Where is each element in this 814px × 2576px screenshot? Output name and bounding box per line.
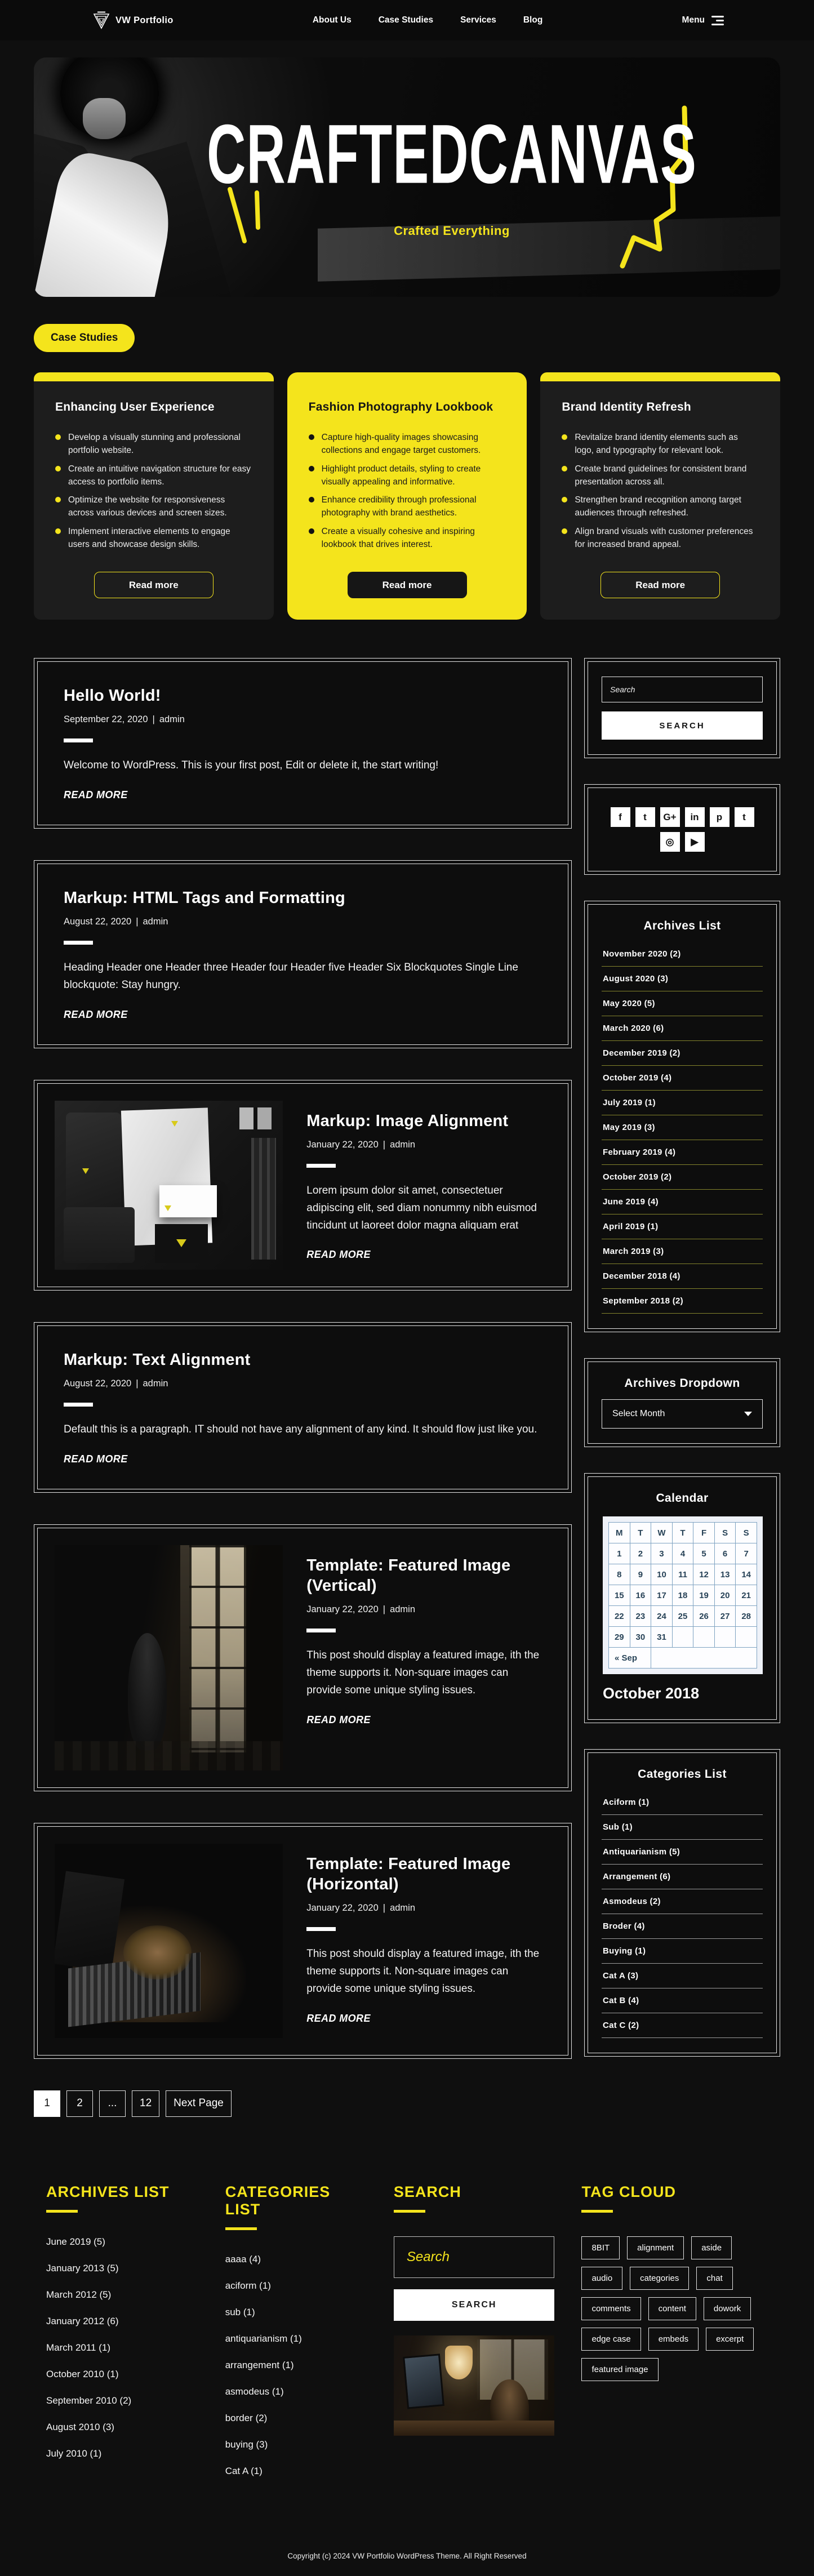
post-card xyxy=(34,860,572,1048)
footer-archive-item[interactable]: September 2010 (2) xyxy=(46,2395,132,2406)
category-item[interactable]: Cat B (4) xyxy=(602,1988,763,2013)
heading-underline xyxy=(46,2210,78,2213)
archives-dropdown-widget xyxy=(584,1358,780,1447)
brand-triangle-mark xyxy=(82,1168,89,1174)
footer-archives-column xyxy=(46,2183,198,2492)
instagram-icon[interactable]: ◎ xyxy=(660,832,680,852)
tag-item[interactable]: dowork xyxy=(704,2297,751,2320)
bullet-dot-icon xyxy=(55,434,61,440)
divider-bar xyxy=(64,1403,93,1407)
menu-label: Menu xyxy=(682,15,705,25)
divider-bar xyxy=(306,1927,336,1931)
category-item[interactable]: Arrangement (6) xyxy=(602,1865,763,1889)
divider-bar xyxy=(306,1629,336,1632)
footer-category-item[interactable]: aaaa (4) xyxy=(225,2253,261,2264)
site-logo[interactable] xyxy=(93,11,174,30)
calendar-widget xyxy=(584,1473,780,1723)
bullet-dot-icon xyxy=(55,466,61,471)
footer-category-item[interactable]: border (2) xyxy=(225,2412,268,2423)
footer-categories-list xyxy=(225,2254,367,2477)
divider-bar xyxy=(64,738,93,742)
read-more-link[interactable]: READ MORE xyxy=(64,1453,128,1465)
tag-item[interactable]: comments xyxy=(581,2297,640,2320)
hero-subtitle: Crafted Everything xyxy=(394,224,510,238)
post-meta: January 22, 2020 | admin xyxy=(306,1604,416,1615)
post-meta: August 22, 2020 | admin xyxy=(64,1378,168,1389)
bullet-dot-icon xyxy=(309,434,314,440)
archive-item[interactable]: October 2019 (4) xyxy=(602,1066,763,1091)
archive-item[interactable]: May 2019 (3) xyxy=(602,1115,763,1140)
page-button-ellipsis[interactable]: ... xyxy=(99,2090,126,2117)
logo-text: VW Portfolio xyxy=(115,15,174,25)
footer-heading: CATEGORIES LIST xyxy=(225,2183,331,2218)
bullet-item: Develop a visually stunning and professional portfolio website. xyxy=(55,431,252,457)
post-excerpt: Welcome to WordPress. This is your first post, Edit or delete it, the start writing! xyxy=(64,759,439,772)
twitter-icon[interactable]: t xyxy=(635,807,655,827)
archives-list-widget xyxy=(584,901,780,1332)
footer-category-item[interactable]: asmodeus (1) xyxy=(225,2386,284,2397)
chevron-down-icon xyxy=(744,1412,752,1416)
footer-archive-item[interactable]: October 2010 (1) xyxy=(46,2368,119,2379)
linkedin-icon[interactable]: in xyxy=(685,807,705,827)
footer-archive-item[interactable]: June 2019 (5) xyxy=(46,2236,105,2247)
case-studies-button[interactable]: Case Studies xyxy=(34,324,135,352)
case-study-card xyxy=(540,372,780,620)
bullet-item: Highlight product details, styling to create visually appealing and informative. xyxy=(309,462,506,489)
bullet-item: Strengthen brand recognition among target audiences through refreshed. xyxy=(562,493,759,520)
search-button[interactable]: SEARCH xyxy=(602,711,763,740)
bullet-item: Create brand guidelines for consistent brand presentation across all. xyxy=(562,462,759,489)
bullet-item: Enhance credibility through professional photography with brand aesthetics. xyxy=(309,493,506,520)
bullet-item: Revitalize brand identity elements such as logo, and typography for relevant look. xyxy=(562,431,759,457)
calendar-caption: October 2018 xyxy=(603,1685,700,1702)
category-item[interactable]: Buying (1) xyxy=(602,1939,763,1964)
read-more-link[interactable]: READ MORE xyxy=(64,789,128,801)
widget-title: Categories List xyxy=(638,1768,727,1781)
social-icons-widget xyxy=(584,784,780,875)
case-study-bullets xyxy=(309,431,506,556)
bullet-dot-icon xyxy=(309,466,314,471)
case-study-bullets xyxy=(55,431,252,556)
footer-search-button[interactable]: SEARCH xyxy=(394,2289,555,2321)
archive-item[interactable]: June 2019 (4) xyxy=(602,1190,763,1214)
footer-archive-item[interactable]: January 2013 (5) xyxy=(46,2262,119,2274)
archive-item[interactable]: August 2020 (3) xyxy=(602,967,763,991)
read-more-link[interactable]: READ MORE xyxy=(306,2012,371,2024)
footer-archive-item[interactable]: March 2011 (1) xyxy=(46,2342,111,2353)
footer-category-item[interactable]: sub (1) xyxy=(225,2306,255,2317)
tag-cloud xyxy=(581,2236,768,2381)
heading-underline xyxy=(581,2210,613,2213)
footer-category-item[interactable]: Cat A (1) xyxy=(225,2465,263,2476)
post-card xyxy=(34,1823,572,2059)
tag-item[interactable]: audio xyxy=(581,2267,622,2290)
bullet-dot-icon xyxy=(309,528,314,534)
pagination xyxy=(34,2090,572,2117)
nav-case-studies[interactable]: Case Studies xyxy=(378,15,434,25)
copyright-text: Copyright (c) 2024 VW Portfolio WordPress Theme. All Right Reserved xyxy=(287,2551,527,2560)
bullet-dot-icon xyxy=(55,497,61,502)
footer-desk-photo xyxy=(394,2335,555,2436)
case-study-card xyxy=(287,372,527,620)
category-item[interactable]: Aciform (1) xyxy=(602,1790,763,1815)
search-widget xyxy=(584,658,780,758)
brand-triangle-mark xyxy=(176,1239,186,1247)
calendar-table[interactable]: M T W T F S S 1 2 3 4 5 6 7 8 9 10 11 12 13 14 15 16 17 18 19 20 21 22 23 24 25 26 27 28 29 30 31 « Sep xyxy=(608,1522,757,1669)
divider-bar xyxy=(306,1164,336,1168)
archive-item[interactable]: March 2019 (3) xyxy=(602,1239,763,1264)
post-meta: August 22, 2020 | admin xyxy=(64,916,168,927)
archive-item[interactable]: December 2018 (4) xyxy=(602,1264,763,1289)
calendar-panel xyxy=(603,1516,763,1674)
site-header xyxy=(0,0,814,41)
footer-archive-item[interactable]: July 2010 (1) xyxy=(46,2448,102,2459)
card-accent-bar xyxy=(34,372,274,381)
facebook-icon[interactable]: f xyxy=(611,807,630,827)
nav-blog[interactable]: Blog xyxy=(523,15,543,25)
widget-title: Archives List xyxy=(643,919,721,932)
footer-heading: ARCHIVES LIST xyxy=(46,2183,170,2200)
bullet-dot-icon xyxy=(55,528,61,534)
brand-triangle-mark xyxy=(164,1205,171,1211)
categories-list xyxy=(602,1790,763,2038)
archive-item[interactable]: October 2019 (2) xyxy=(602,1165,763,1190)
archive-item[interactable]: May 2020 (5) xyxy=(602,991,763,1016)
footer-archives-list xyxy=(46,2236,198,2459)
social-icons xyxy=(602,803,763,856)
card-accent-bar xyxy=(540,372,780,381)
posts-column xyxy=(34,658,572,2117)
featured-image-vertical xyxy=(55,1545,283,1770)
hamburger-icon xyxy=(711,16,724,25)
read-more-button[interactable]: Read more xyxy=(94,572,213,598)
read-more-button[interactable]: Read more xyxy=(348,572,467,598)
bullet-dot-icon xyxy=(562,528,567,534)
tag-item[interactable]: content xyxy=(648,2297,696,2320)
archive-item[interactable]: July 2019 (1) xyxy=(602,1091,763,1115)
case-study-title: Fashion Photography Lookbook xyxy=(308,401,493,413)
bullet-item: Capture high-quality images showcasing collections and engage target customers. xyxy=(309,431,506,457)
tag-item[interactable]: edge case xyxy=(581,2328,640,2351)
bullet-dot-icon xyxy=(309,497,314,502)
footer-archive-item[interactable]: March 2012 (5) xyxy=(46,2289,112,2300)
post-meta: September 22, 2020 | admin xyxy=(64,714,185,725)
post-card xyxy=(34,1524,572,1791)
heading-underline xyxy=(225,2227,257,2230)
post-card xyxy=(34,1080,572,1291)
google-plus-icon[interactable]: G+ xyxy=(660,807,680,827)
nav-services[interactable]: Services xyxy=(460,15,496,25)
sidebar xyxy=(584,658,780,2083)
featured-image-horizontal xyxy=(55,1844,283,2038)
tag-item[interactable]: categories xyxy=(630,2267,689,2290)
footer-category-item[interactable]: buying (3) xyxy=(225,2439,268,2450)
read-more-link[interactable]: READ MORE xyxy=(306,1249,371,1261)
footer-archive-item[interactable]: August 2010 (3) xyxy=(46,2421,114,2432)
page-button-2[interactable]: 2 xyxy=(66,2090,93,2117)
bullet-item: Create a visually cohesive and inspiring lookbook that drives interest. xyxy=(309,525,506,551)
footer-search-input[interactable] xyxy=(394,2236,555,2278)
tag-item[interactable]: embeds xyxy=(648,2328,699,2351)
case-study-card xyxy=(34,372,274,620)
post-title[interactable]: Markup: Image Alignment xyxy=(306,1111,509,1130)
category-item[interactable]: Sub (1) xyxy=(602,1815,763,1840)
archive-item[interactable]: April 2019 (1) xyxy=(602,1214,763,1239)
logo-triangle-icon xyxy=(93,11,110,30)
footer-heading: TAG CLOUD xyxy=(581,2183,676,2200)
archive-item[interactable]: March 2020 (6) xyxy=(602,1016,763,1041)
post-title[interactable]: Hello World! xyxy=(64,687,161,705)
hero-title: CRAFTEDCANVAS xyxy=(207,108,697,202)
youtube-icon[interactable]: ▶ xyxy=(685,832,705,852)
post-meta: January 22, 2020 | admin xyxy=(306,1140,416,1150)
category-item[interactable]: Broder (4) xyxy=(602,1914,763,1939)
bullet-item: Optimize the website for responsiveness across various devices and screen sizes. xyxy=(55,493,252,520)
case-study-title: Brand Identity Refresh xyxy=(562,401,691,413)
tag-item[interactable]: excerpt xyxy=(706,2328,754,2351)
tag-item[interactable]: chat xyxy=(696,2267,732,2290)
pinterest-icon[interactable]: p xyxy=(710,807,730,827)
post-excerpt: Lorem ipsum dolor sit amet, consectetuer adipiscing elit, sed diam nonummy nibh euismod tincidunt ut laoreet dolor magna aliquam erat xyxy=(306,1185,537,1231)
footer-category-item[interactable]: arrangement (1) xyxy=(225,2359,294,2370)
read-more-button[interactable]: Read more xyxy=(601,572,720,598)
tag-item[interactable]: featured image xyxy=(581,2358,658,2381)
category-item[interactable]: Cat C (2) xyxy=(602,2013,763,2038)
widget-title: Calendar xyxy=(656,1492,709,1505)
footer-heading: SEARCH xyxy=(393,2183,461,2200)
calendar-prev-month[interactable]: « Sep xyxy=(609,1648,651,1669)
read-more-link[interactable]: READ MORE xyxy=(64,1008,128,1020)
site-footer xyxy=(0,2117,814,2576)
post-excerpt: This post should display a featured image, ith the theme supports it. Non-square images can provide some unique styling issues. xyxy=(306,1649,540,1696)
post-excerpt: Default this is a paragraph. IT should not have any alignment of any kind. It should flow just like you. xyxy=(64,1423,537,1436)
footer-archive-item[interactable]: January 2012 (6) xyxy=(46,2315,119,2326)
post-excerpt: Heading Header one Header three Header four Header five Header Six Blockquotes Single Line blockquote: Stay hungry. xyxy=(64,962,518,991)
post-title[interactable]: Template: Featured Image (Vertical) xyxy=(306,1556,511,1595)
post-card xyxy=(34,658,572,829)
hero-banner xyxy=(34,57,780,297)
case-study-title: Enhancing User Experience xyxy=(55,401,215,413)
bullet-dot-icon xyxy=(562,497,567,502)
footer-tags-column xyxy=(581,2183,768,2492)
category-item[interactable]: Asmodeus (2) xyxy=(602,1889,763,1914)
bullet-item: Implement interactive elements to engage users and showcase design skills. xyxy=(55,525,252,551)
tag-item[interactable]: 8BIT xyxy=(581,2236,620,2259)
heading-underline xyxy=(394,2210,425,2213)
month-select[interactable]: Select Month xyxy=(602,1399,763,1429)
post-title[interactable]: Template: Featured Image (Horizontal) xyxy=(306,1854,511,1894)
tag-item[interactable]: alignment xyxy=(627,2236,684,2259)
footer-category-item[interactable]: antiquarianism (1) xyxy=(225,2333,302,2344)
main-nav xyxy=(313,15,542,25)
archive-item[interactable]: December 2019 (2) xyxy=(602,1041,763,1066)
search-input[interactable] xyxy=(602,677,763,702)
page-button-12[interactable]: 12 xyxy=(132,2090,159,2117)
post-title[interactable]: Markup: HTML Tags and Formatting xyxy=(64,889,345,907)
footer-search-column xyxy=(394,2183,555,2492)
post-title[interactable]: Markup: Text Alignment xyxy=(64,1350,251,1369)
archive-item[interactable]: February 2019 (4) xyxy=(602,1140,763,1165)
archive-item[interactable]: November 2020 (2) xyxy=(602,942,763,967)
divider-bar xyxy=(64,941,93,945)
footer-category-item[interactable]: aciform (1) xyxy=(225,2280,271,2291)
category-item[interactable]: Cat A (3) xyxy=(602,1964,763,1988)
read-more-link[interactable]: READ MORE xyxy=(306,1714,371,1725)
category-item[interactable]: Antiquarianism (5) xyxy=(602,1840,763,1865)
tag-item[interactable]: aside xyxy=(691,2236,732,2259)
page-button-1[interactable]: 1 xyxy=(34,2090,60,2117)
nav-about-us[interactable]: About Us xyxy=(312,15,352,25)
archive-item[interactable]: September 2018 (2) xyxy=(602,1289,763,1314)
brand-triangle-mark xyxy=(171,1121,178,1127)
next-page-button[interactable]: Next Page xyxy=(166,2090,232,2117)
post-meta: January 22, 2020 | admin xyxy=(306,1903,416,1914)
categories-list-widget xyxy=(584,1749,780,2057)
case-studies-section xyxy=(34,372,780,620)
post-excerpt: This post should display a featured image, ith the theme supports it. Non-square images can provide some unique styling issues. xyxy=(306,1948,540,1995)
post-card xyxy=(34,1322,572,1493)
bullet-item: Create an intuitive navigation structure for easy access to portfolio items. xyxy=(55,462,252,489)
featured-image-stationery xyxy=(55,1101,283,1270)
case-study-bullets xyxy=(562,431,759,556)
archives-list xyxy=(602,942,763,1314)
footer-categories-column xyxy=(225,2183,367,2492)
bullet-dot-icon xyxy=(562,466,567,471)
bullet-item: Align brand visuals with customer preferences for increased brand appeal. xyxy=(562,525,759,551)
widget-title: Archives Dropdown xyxy=(624,1377,740,1390)
bullet-dot-icon xyxy=(562,434,567,440)
menu-button[interactable] xyxy=(682,15,724,25)
tumblr-icon[interactable]: t xyxy=(735,807,754,827)
